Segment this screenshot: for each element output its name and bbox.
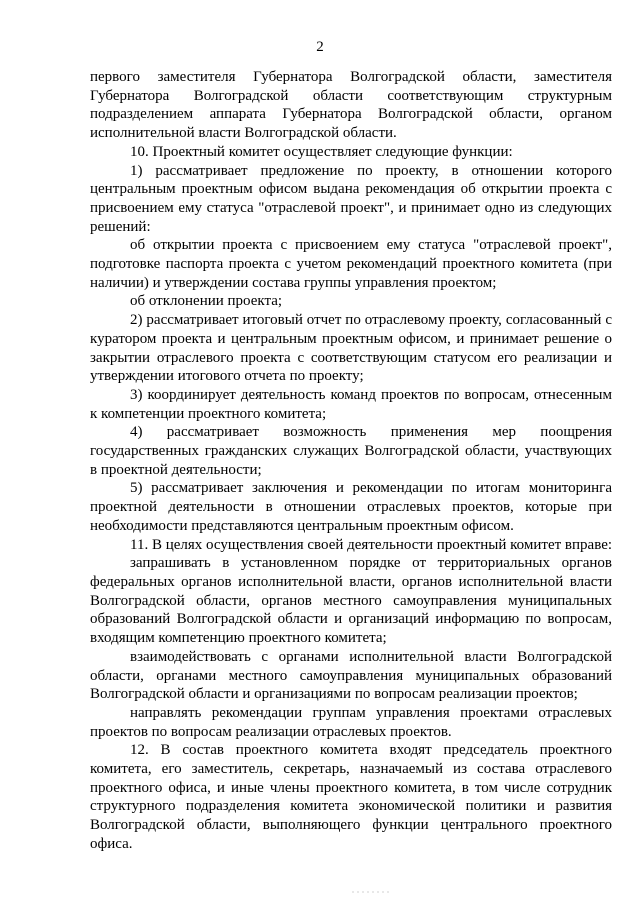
scan-artifact [352,890,392,894]
page-number: 2 [316,39,324,55]
paragraph-decision-reject: об отклонении проекта; [130,293,283,310]
paragraph-continuation: первого заместителя Губернатора Волгоградской области, заместителя Губернатора Волгоградской области соответствующим структурным подразделением аппарата Губернатора Волгоградской области, органом исполнительной власти Волгоградской области. [90,69,612,142]
document-body [90,68,612,854]
paragraph-item-10: 10. Проектный комитет осуществляет следующие функции: [130,143,513,160]
paragraph-item-10-1: 1) рассматривает предложение по проекту, в отношении которого центральным проектным офисом выдана рекомендация об открытии проекта с присвоением ему статуса "отраслевой проект", и принимает одно из следующих решений: [90,162,612,235]
paragraph-item-10-2: 2) рассматривает итоговый отчет по отраслевому проекту, согласованный с куратором проекта и центральным проектным офисом, и принимает решение о закрытии отраслевого проекта с соответствующим статусом его реализации и утверждении итогового отчета по проекту; [90,312,612,385]
paragraph-item-11: 11. В целях осуществления своей деятельности проектный комитет вправе: [130,536,613,553]
paragraph-item-10-5: 5) рассматривает заключения и рекомендации по итогам мониторинга проектной деятельности в отношении отраслевых проектов, которые при необходимости представляются центральным проектным офисом. [90,480,612,534]
paragraph-item-10-4: 4) рассматривает возможность применения мер поощрения государственных гражданских служащих Волгоградской области, участвующих в проектной деятельности; [90,424,612,478]
paragraph-right-request: запрашивать в установленном порядке от территориальных органов федеральных органов исполнительной власти, органов исполнительной власти Волгоградской области, органов местного самоуправления муниципальных образований Волгоградской области и организаций информацию по вопросам, входящим компетенцию проектного комитета; [90,555,612,647]
paragraph-decision-open: об открытии проекта с присвоением ему статуса "отраслевой проект", подготовке паспорта проекта с учетом рекомендаций проектного комитета (при наличии) и утверждении состава группы управления проектом; [90,237,612,291]
paragraph-item-12: 12. В состав проектного комитета входят председатель проектного комитета, его заместитель, секретарь, назначаемый из состава отраслевого проектного офиса, и иные члены проектного комитета, в том числе сотрудник структурного подразделения комитета экономической политики и развития Волгоградской области, выполняющего функции центрального проектного офиса. [90,742,612,852]
paragraph-right-recommend: направлять рекомендации группам управления проектами отраслевых проектов по вопросам реализации отраслевых проектов. [90,704,612,740]
paragraph-right-interact: взаимодействовать с органами исполнительной власти Волгоградской области, органами местного самоуправления муниципальных образований Волгоградской области и организациями по вопросам реализации проектов; [90,648,612,703]
paragraph-item-10-3: 3) координирует деятельность команд проектов по вопросам, отнесенным к компетенции проектного комитета; [90,386,612,422]
